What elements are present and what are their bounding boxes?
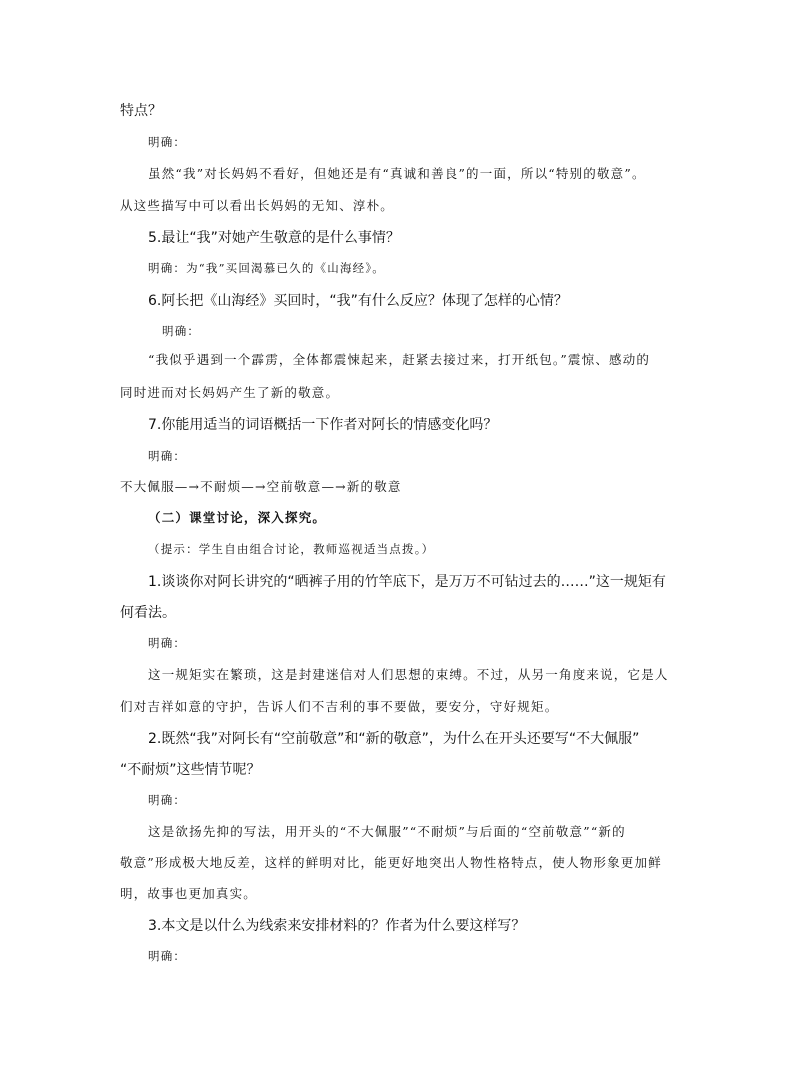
text-line: 敬意”形成极大地反差，这样的鲜明对比，能更好地突出人物性格特点，使人物形象更加鲜 — [120, 855, 662, 870]
text-line: 明确： — [148, 449, 187, 463]
text-line: 明确： — [148, 949, 187, 963]
text-line: 明确：为“我”买回渴慕已久的《山海经》。 — [148, 261, 386, 275]
text-line: 特点？ — [120, 103, 162, 119]
question-line: 2.既然“我”对阿长有“空前敬意”和“新的敬意”，为什么在开头还要写“不大佩服” — [148, 731, 640, 747]
question-line: 何看法。 — [120, 605, 176, 621]
question-line: 5.最让“我”对她产生敬意的是什么事情？ — [148, 230, 400, 246]
text-line: 不大佩服—→不耐烦—→空前敬意—→新的敬意 — [120, 479, 402, 494]
text-line: 虽然“我”对长妈妈不看好，但她还是有“真诚和善良”的一面，所以“特别的敬意”。 — [148, 166, 646, 181]
text-line: “我似乎遇到一个霹雳，全体都震悚起来，赶紧去接过来，打开纸包。”震惊、感动的 — [148, 352, 651, 367]
text-line: 明确： — [148, 135, 187, 149]
text-line: 明，故事也更加真实。 — [120, 886, 258, 901]
text-line: 从这些描写中可以看出长妈妈的无知、淳朴。 — [120, 198, 395, 213]
question-line: 7.你能用适当的词语概括一下作者对阿长的情感变化吗？ — [148, 417, 498, 433]
text-line: 明确： — [162, 324, 201, 338]
question-line: 6.阿长把《山海经》买回时，“我”有什么反应？体现了怎样的心情？ — [148, 293, 568, 309]
text-line: 同时进而对长妈妈产生了新的敬意。 — [120, 385, 340, 400]
question-line: 3.本文是以什么为线索来安排材料的？作者为什么要这样写？ — [148, 918, 526, 934]
text-line: 们对吉祥如意的守护，告诉人们不吉利的事不要做，要安分，守好规矩。 — [120, 699, 559, 714]
text-line: 这是欲扬先抑的写法，用开头的“不大佩服”“不耐烦”与后面的“空前敬意”“新的 — [148, 824, 626, 839]
question-line: “不耐烦”这些情节呢？ — [120, 762, 261, 778]
text-line: （提示：学生自由组合讨论，教师巡视适当点拨。） — [148, 542, 435, 556]
text-line: 这一规矩实在繁琐，这是封建迷信对人们思想的束缚。不过，从另一角度来说，它是人 — [148, 667, 669, 682]
question-line: 1.谈谈你对阿长讲究的“晒裤子用的竹竿底下，是万万不可钻过去的……”这一规矩有 — [148, 574, 666, 590]
section-heading: （二）课堂讨论，深入探究。 — [148, 510, 327, 525]
text-line: 明确： — [148, 636, 187, 650]
text-line: 明确： — [148, 793, 187, 807]
